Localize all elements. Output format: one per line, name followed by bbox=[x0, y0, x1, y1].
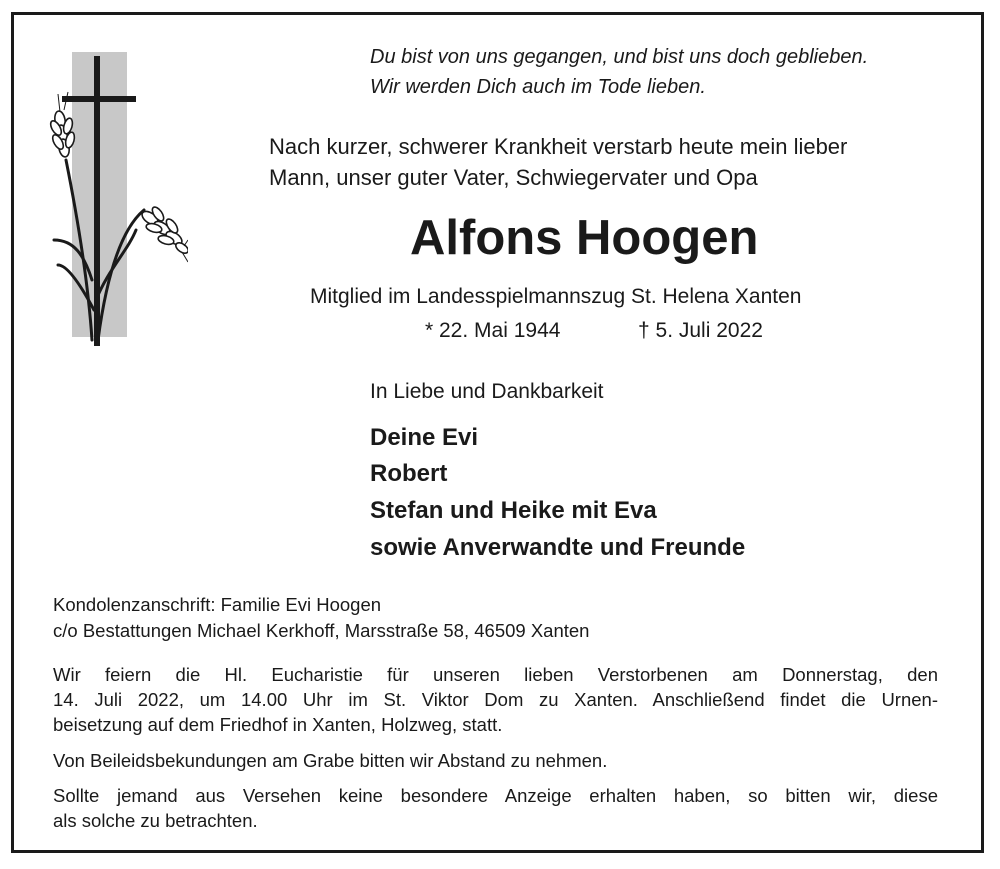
membership: Mitglied im Landesspielmannszug St. Helena Xanten bbox=[310, 285, 802, 308]
mourner-name: sowie Anverwandte und Freunde bbox=[370, 534, 746, 561]
mourner-name: Stefan und Heike mit Eva bbox=[370, 497, 657, 524]
service-line-3: beisetzung auf dem Friedhof in Xanten, Holzweg, statt. bbox=[53, 714, 503, 735]
service-line-2: 14. Juli 2022, um 14.00 Uhr im St. Viktor Dom zu Xanten. Anschließend findet die Urnen- bbox=[53, 689, 938, 710]
deceased-name: Alfons Hoogen bbox=[410, 211, 759, 265]
cross-with-wheat-icon bbox=[48, 50, 188, 350]
condolence-line-1: Kondolenzanschrift: Familie Evi Hoogen bbox=[53, 594, 382, 615]
closing-line-1: Sollte jemand aus Versehen keine besondere Anzeige erhalten haben, so bitten wir, diese bbox=[53, 785, 938, 806]
motto-line-1: Du bist von uns gegangen, und bist uns doch geblieben. bbox=[370, 46, 869, 68]
service-line-1: Wir feiern die Hl. Eucharistie für unseren lieben Verstorbenen am Donnerstag, den bbox=[53, 664, 938, 685]
intro-line-2: Mann, unser guter Vater, Schwiegervater und Opa bbox=[269, 165, 758, 190]
birth-date: * 22. Mai 1944 bbox=[425, 319, 561, 342]
greeting: In Liebe und Dankbarkeit bbox=[370, 380, 604, 403]
mourner-name: Robert bbox=[370, 460, 448, 487]
death-date: † 5. Juli 2022 bbox=[638, 319, 763, 342]
notice: Von Beileidsbekundungen am Grabe bitten wir Abstand zu nehmen. bbox=[53, 750, 608, 771]
closing-line-2: als solche zu betrachten. bbox=[53, 810, 258, 831]
intro-line-1: Nach kurzer, schwerer Krankheit verstarb heute mein lieber bbox=[269, 134, 848, 159]
mourner-name: Deine Evi bbox=[370, 424, 479, 451]
condolence-line-2: c/o Bestattungen Michael Kerkhoff, Marsstraße 58, 46509 Xanten bbox=[53, 620, 590, 641]
motto-line-2: Wir werden Dich auch im Tode lieben. bbox=[370, 76, 706, 98]
